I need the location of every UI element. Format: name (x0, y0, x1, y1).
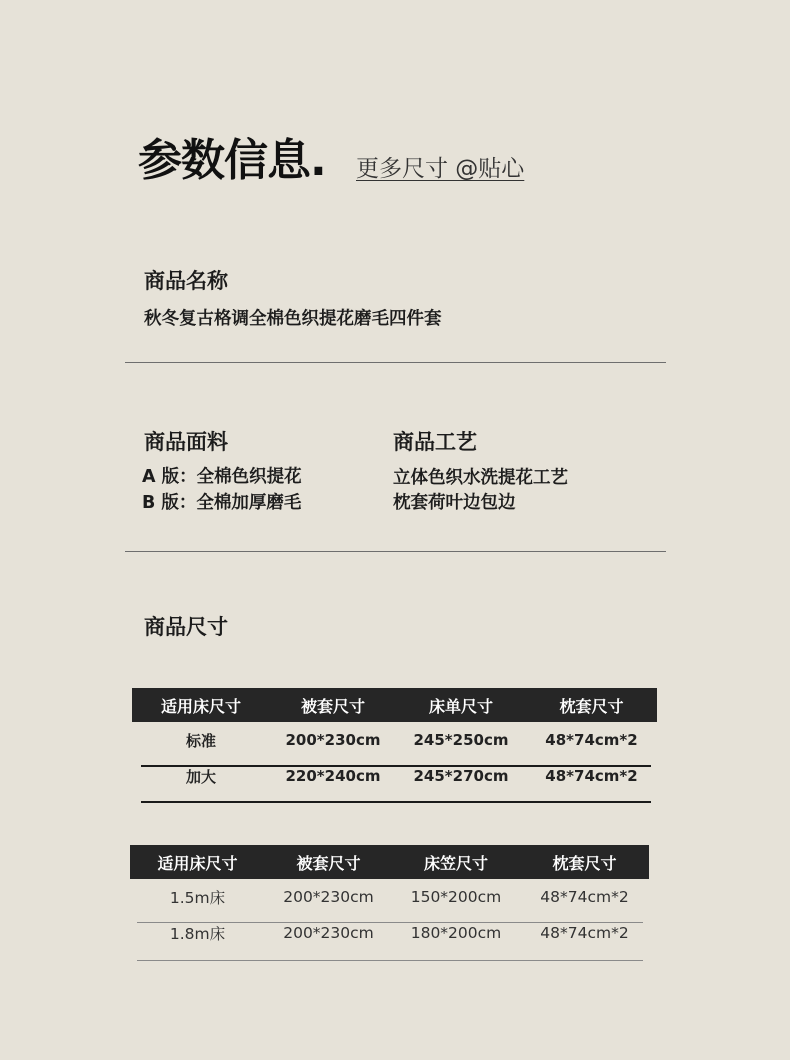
table-header-row (132, 688, 657, 722)
header-cell: 适用床尺寸 (132, 688, 270, 722)
table-row (130, 915, 649, 951)
table-cell: 1.8m床 (169, 925, 226, 943)
table-cell: 200*230cm (285, 731, 381, 749)
table-header-row (130, 845, 649, 879)
header-cell: 适用床尺寸 (130, 845, 265, 879)
table-row (130, 879, 649, 915)
table-cell: 48*74cm*2 (545, 767, 638, 785)
divider (125, 362, 666, 363)
size-section-label: 商品尺寸 (144, 615, 228, 639)
header-cell: 枕套尺寸 (526, 688, 657, 722)
product-name-label: 商品名称 (144, 269, 228, 293)
row-divider (141, 765, 651, 767)
header-cell: 床单尺寸 (396, 688, 526, 722)
craft-label: 商品工艺 (393, 430, 477, 454)
table-row (132, 722, 657, 758)
size-table-a (132, 688, 657, 794)
table-cell: 1.5m床 (169, 889, 226, 907)
row-divider (141, 801, 651, 803)
table-cell: 48*74cm*2 (540, 924, 629, 942)
table-cell: 180*200cm (410, 924, 502, 942)
table-cell: 48*74cm*2 (545, 731, 638, 749)
row-divider (137, 960, 643, 961)
table-cell: 220*240cm (285, 767, 381, 785)
craft-line: 枕套荷叶边包边 (393, 493, 516, 513)
table-cell: 200*230cm (283, 888, 374, 906)
table-row (132, 758, 657, 794)
product-name-value: 秋冬复古格调全棉色织提花磨毛四件套 (144, 309, 442, 329)
page-title: 参数信息. (138, 135, 326, 186)
row-divider (137, 922, 643, 923)
table-cell: 245*250cm (413, 731, 509, 749)
header-cell: 枕套尺寸 (520, 845, 649, 879)
table-cell: 48*74cm*2 (540, 888, 629, 906)
size-table-b (130, 845, 649, 951)
craft-line: 立体色织水洗提花工艺 (393, 468, 568, 488)
table-cell: 标准 (185, 731, 216, 750)
table-cell: 245*270cm (413, 767, 509, 785)
divider (125, 551, 666, 552)
table-cell: 150*200cm (410, 888, 502, 906)
header-cell: 被套尺寸 (265, 845, 392, 879)
material-label: 商品面料 (144, 430, 228, 454)
table-cell: 200*230cm (283, 924, 374, 942)
header-cell: 被套尺寸 (270, 688, 396, 722)
material-line: B 版：全棉加厚磨毛 (142, 493, 302, 513)
more-sizes-link[interactable]: 更多尺寸 @贴心 (356, 156, 525, 182)
header-cell: 床笠尺寸 (392, 845, 520, 879)
table-cell: 加大 (185, 767, 216, 786)
material-line: A 版：全棉色织提花 (142, 467, 302, 487)
